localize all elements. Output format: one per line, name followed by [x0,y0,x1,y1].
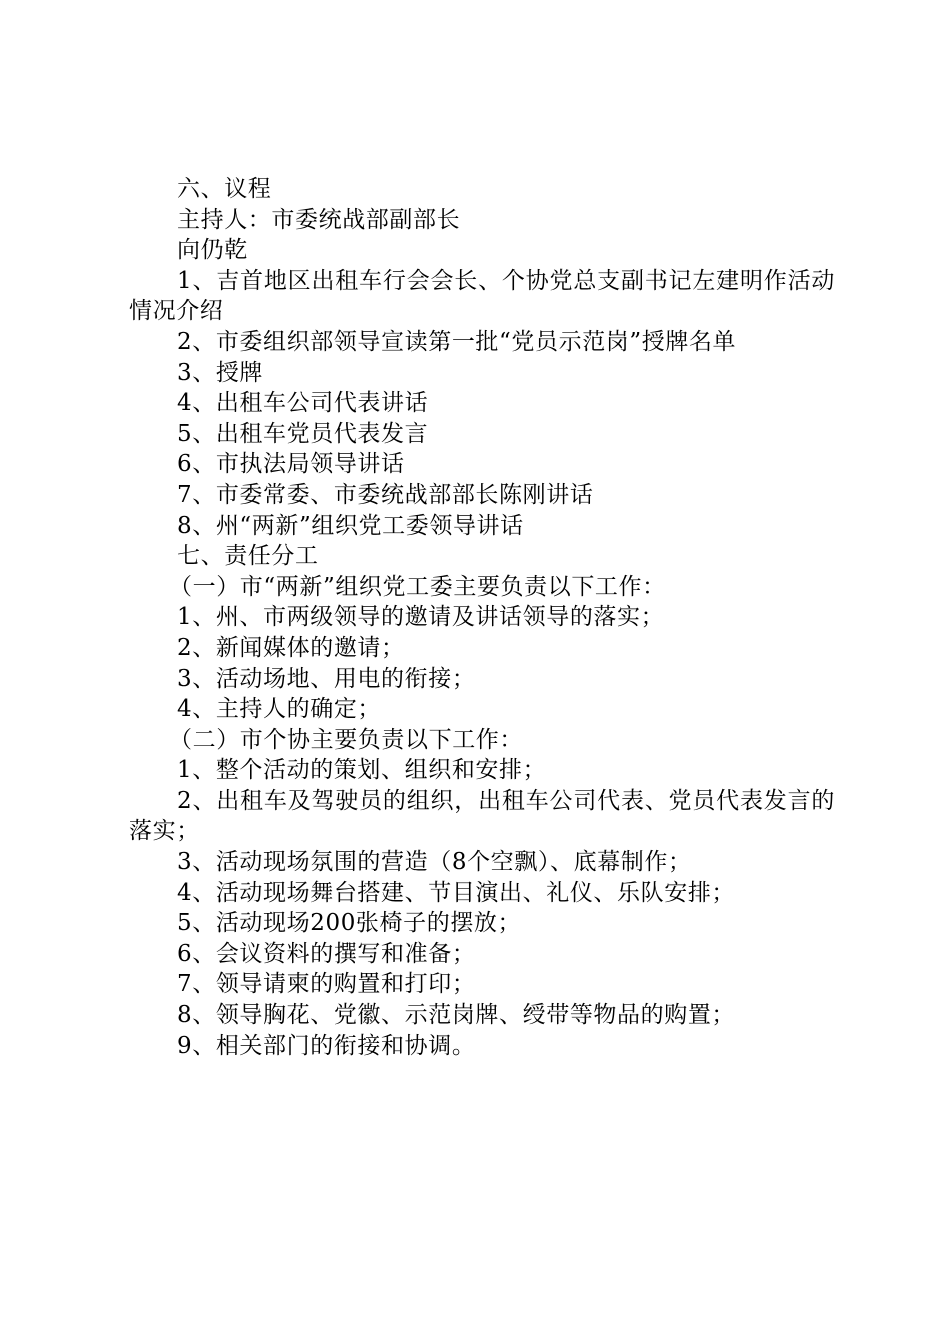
subsection-heading: （一）市“两新”组织党工委主要负责以下工作： [169,573,666,600]
task-item: 5、活动现场200张椅子的摆放； [177,910,522,937]
task-item: 3、活动场地、用电的衔接； [177,665,476,692]
section-heading-agenda: 六、议程 [177,176,272,202]
task-item: 1、整个活动的策划、组织和安排； [177,757,547,784]
agenda-item: 7、市委常委、市委统战部部长陈刚讲话 [177,481,594,508]
agenda-item: 2、市委组织部领导宣读第一批“党员示范岗”授牌名单 [177,328,737,355]
task-item: 1、州、市两级领导的邀请及讲话领导的落实； [177,604,665,631]
task-item: 2、出租车及驾驶员的组织，出租车公司代表、党员代表发言的落实； [129,787,835,845]
section-heading-responsibilities: 七、责任分工 [177,543,319,570]
agenda-item: 4、出租车公司代表讲话 [177,390,429,417]
agenda-item: 6、市执法局领导讲话 [177,451,405,478]
agenda-item: 8、州“两新”组织党工委领导讲话 [177,512,524,539]
subsection-heading: （二）市个协主要负责以下工作： [169,726,523,753]
task-item: 4、主持人的确定； [177,696,382,723]
task-item: 8、领导胸花、党徽、示范岗牌、绶带等物品的购置； [177,1002,736,1029]
agenda-item: 5、出租车党员代表发言 [177,420,429,447]
agenda-item: 1、吉首地区出租车行会会长、个协党总支副书记左建明作活动情况介绍 [129,267,835,325]
task-item: 9、相关部门的衔接和协调。 [177,1032,476,1059]
host-name: 向仍乾 [177,237,248,264]
task-item: 3、活动现场氛围的营造（8个空飘）、底幕制作； [177,849,692,876]
task-item: 6、会议资料的撰写和准备； [177,940,476,967]
host-line: 主持人：市委统战部副部长 [177,206,461,233]
task-item: 2、新闻媒体的邀请； [177,634,405,661]
task-item: 4、活动现场舞台搭建、节目演出、礼仪、乐队安排； [177,879,736,906]
agenda-item: 3、授牌 [177,359,264,386]
task-item: 7、领导请柬的购置和打印； [177,971,476,998]
document-body [129,174,835,1061]
